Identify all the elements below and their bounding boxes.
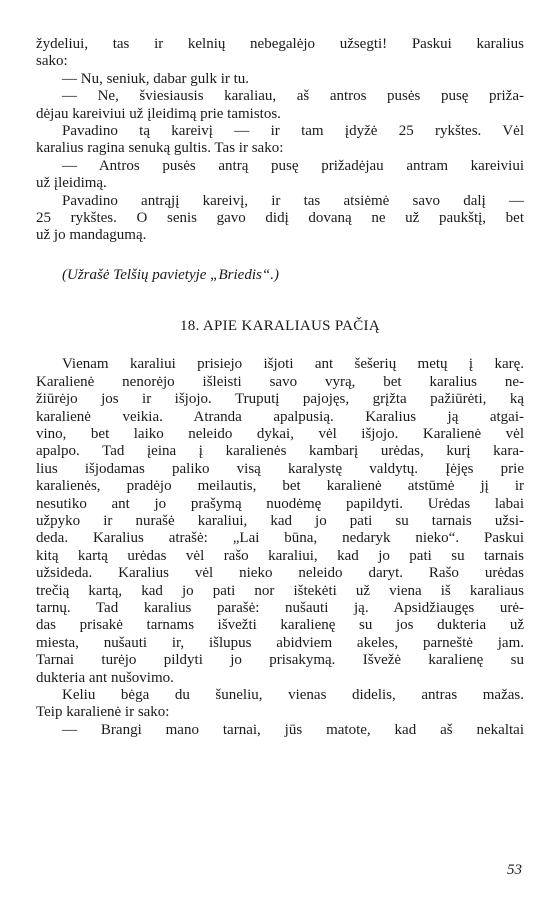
text-line: tarnų. Tad karalius parašė: nušauti ją. Apsidžiaugęs urė- bbox=[36, 599, 524, 616]
text-line: deda. Karalius atrašė: „Lai būna, nedaryk nieko“. Paskui bbox=[36, 530, 524, 547]
text-line: žiūrėjo jos ir išjojo. Truputį pajojęs, grįžta pažiūrėti, ką bbox=[36, 391, 524, 408]
text-line: miesta, nušauti ir, išlupus abidviem akeles, parneštė jam. bbox=[36, 634, 524, 651]
text-line: už įleidimą. bbox=[36, 175, 107, 192]
text-line: karalius ragina senuką gultis. Tas ir sako: bbox=[36, 140, 284, 157]
text-line: dukteria ant nušovimo. bbox=[36, 669, 174, 686]
source-note: (Užrašė Telšių pavietyje „Briedis“.) bbox=[62, 266, 279, 283]
text-line: Pavadino tą kareivį — ir tam įdyžė 25 rykštes. Vėl bbox=[62, 122, 524, 139]
text-line: das prisakė tarnams išvežti karalienę su jos dukteria už bbox=[36, 617, 524, 634]
text-line: vino, bet laiko neleido dykai, vėl išjojo. Karalienė vėl bbox=[36, 426, 524, 443]
text-line: lius išjodamas paliko visą karalystę valdytų. Įėjęs prie bbox=[36, 460, 524, 477]
text-line: Karalienė nenorėjo išleisti savo vyrą, bet karalius ne- bbox=[36, 373, 524, 390]
text-line: nesutiko ant jo prašymą nuodėmę papildyti. Urėdas labai bbox=[36, 495, 524, 512]
story-title: 18. APIE KARALIAUS PAČIĄ bbox=[179, 318, 380, 335]
text-line: žydeliui, tas ir kelnių nebegalėjo užsegti! Paskui karalius bbox=[36, 36, 524, 52]
text-line: — Ne, šviesiausis karaliau, aš antros pusės pusę priža- bbox=[62, 88, 524, 105]
text-line: Teip karalienė ir sako: bbox=[36, 704, 170, 721]
story-body-block bbox=[36, 356, 524, 739]
text-line: užsideda. Karalius vėl nieko neleido daryt. Rašo urėdas bbox=[36, 565, 524, 582]
story-ending-block bbox=[36, 36, 524, 245]
text-line: dėjau kareiviui už įleidimą prie tamistos. bbox=[36, 105, 281, 122]
text-line: karalienės, pradėjo meilautis, bet karalienė atstūmė jį ir bbox=[36, 478, 524, 495]
text-line: — Brangi mano tarnai, jūs matote, kad aš nekaltai bbox=[62, 721, 524, 738]
text-line: karalienė veikia. Atranda apalpusią. Karalius ją atgai- bbox=[36, 408, 524, 425]
text-line: užpyko ir nurašė karaliui, kad jo pati su tarnais užsi- bbox=[36, 512, 524, 529]
text-line: Vienam karaliui prisiejo išjoti ant šešerių metų į karę. bbox=[62, 356, 524, 373]
text-line: — Antros pusės antrą pusę prižadėjau antram kareiviui bbox=[62, 157, 524, 174]
text-line: Keliu bėga du šuneliu, vienas didelis, antras mažas. bbox=[62, 686, 524, 703]
text-line: sako: bbox=[36, 53, 68, 70]
page-number: 53 bbox=[507, 862, 522, 878]
text-line: už jo mandagumą. bbox=[36, 227, 147, 244]
text-line: — Nu, seniuk, dabar gulk ir tu. bbox=[62, 70, 250, 87]
text-line: Tarnai turėjo pildyti jo prisakymą. Išvežė karalienę su bbox=[36, 652, 524, 669]
text-line: trečią kartą, kad jo pati nor ištekėti už viena iš karaliaus bbox=[36, 582, 524, 599]
page-text bbox=[36, 36, 524, 739]
text-line: Pavadino antrąjį kareivį, ir tas atsiėmė savo dalį — bbox=[62, 192, 524, 209]
text-line: 25 rykštes. O senis gavo didį dovaną ne už paukštį, bet bbox=[36, 209, 524, 226]
text-line: kitą kartą urėdas vėl rašo karaliui, kad jo pati su tarnais bbox=[36, 547, 524, 564]
text-line: apalpo. Tad įeina į karalienės kambarį urėdas, kurį kara- bbox=[36, 443, 524, 460]
